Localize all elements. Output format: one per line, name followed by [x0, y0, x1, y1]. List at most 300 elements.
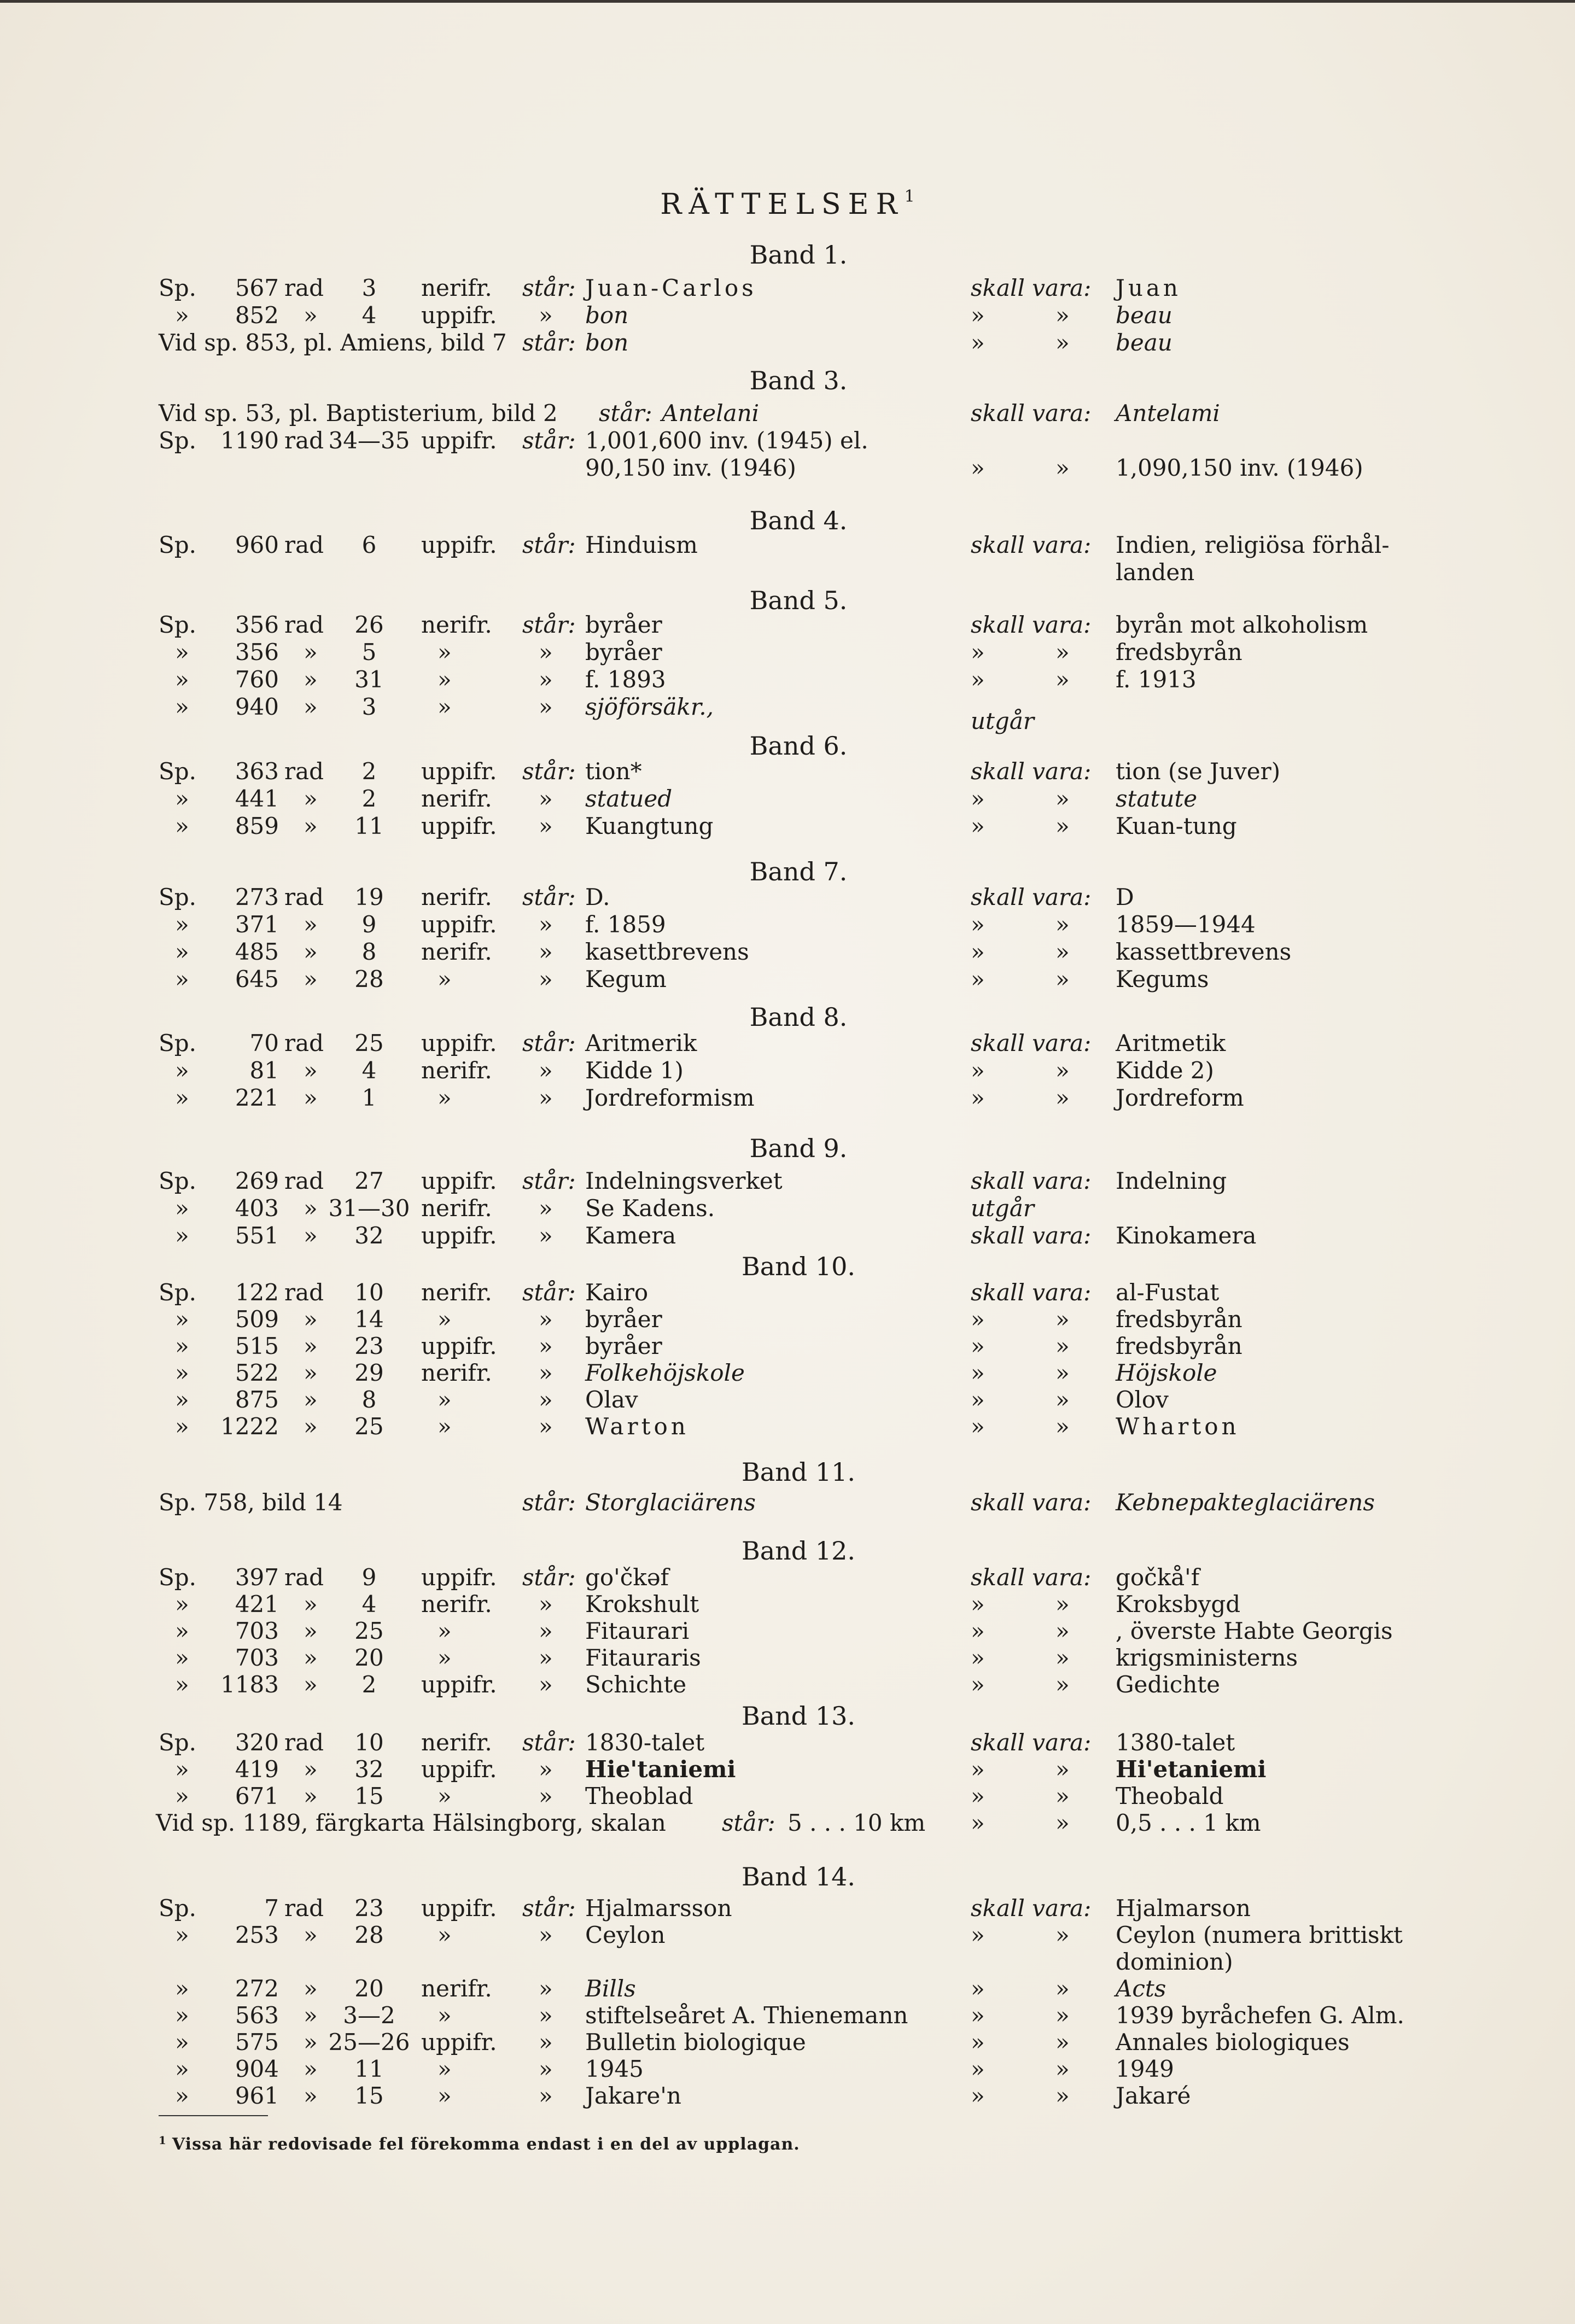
- ditto-mark: »: [304, 2082, 318, 2109]
- ditto-mark: »: [539, 1222, 553, 1249]
- star-label: står:: [722, 1809, 775, 1836]
- line-number: 2: [361, 785, 377, 812]
- ditto-mark: »: [1055, 329, 1070, 356]
- ditto-mark: »: [1055, 639, 1070, 665]
- erratum-row: [0, 301, 1575, 330]
- erratum-row: [0, 1332, 1575, 1360]
- star-label: står:: [522, 758, 576, 785]
- sp-label: Sp.: [159, 532, 197, 558]
- ditto-mark: »: [1055, 1783, 1070, 1809]
- column-number: 253: [235, 1922, 279, 1948]
- erratum-row: [0, 2028, 1575, 2057]
- sp-label: Sp.: [159, 1895, 197, 1922]
- wrong-text: statued: [585, 785, 673, 812]
- correct-text: fredsbyrån: [1116, 639, 1242, 665]
- star-label: står:: [522, 1167, 576, 1194]
- ditto-mark: »: [304, 1756, 318, 1783]
- correct-text: Jakaré: [1116, 2082, 1191, 2109]
- ditto-mark: »: [438, 1922, 452, 1948]
- wrong-text: Kegum: [585, 966, 667, 992]
- ditto-mark: »: [1055, 1057, 1070, 1084]
- ditto-mark: »: [1055, 1413, 1070, 1440]
- correct-text: Hjalmarson: [1116, 1895, 1251, 1922]
- ditto-mark: »: [1055, 2082, 1070, 2109]
- correct-text: Kroksbygd: [1116, 1591, 1241, 1618]
- ditto-mark: »: [175, 2056, 189, 2082]
- column-number: 760: [235, 666, 279, 693]
- line-number: 11: [354, 813, 384, 839]
- column-number: 221: [235, 1084, 279, 1111]
- erratum-row: [0, 1056, 1575, 1085]
- column-number: 363: [235, 758, 279, 785]
- ditto-mark: »: [304, 666, 318, 693]
- correct-text: Hi'etaniemi: [1116, 1756, 1267, 1783]
- ditto-mark: »: [304, 1359, 318, 1386]
- erratum-row: [0, 399, 1575, 428]
- correct-text: Juan: [1116, 275, 1181, 301]
- direction: uppifr.: [421, 1167, 497, 1194]
- ditto-mark: »: [971, 1413, 985, 1440]
- line-number: 34—35: [328, 427, 410, 454]
- ditto-mark: »: [175, 666, 189, 693]
- erratum-row: [0, 757, 1575, 786]
- ditto-mark: »: [1055, 666, 1070, 693]
- star-label: står:: [522, 1729, 576, 1756]
- wrong-text: Bills: [585, 1975, 636, 2002]
- skall-vara-label: skall vara:: [971, 1564, 1092, 1591]
- skall-vara-label: skall vara:: [971, 400, 1092, 427]
- column-number: 70: [249, 1030, 279, 1056]
- direction: uppifr.: [421, 1756, 497, 1783]
- ditto-mark: »: [175, 1671, 189, 1698]
- column-number: 703: [235, 1618, 279, 1644]
- line-label: rad: [284, 758, 324, 785]
- ditto-mark: »: [1055, 813, 1070, 839]
- ditto-mark: »: [1055, 2056, 1070, 2082]
- ditto-mark: »: [304, 639, 318, 665]
- ditto-mark: »: [539, 639, 553, 665]
- line-number: 20: [354, 1644, 384, 1671]
- ditto-mark: »: [175, 1084, 189, 1111]
- ditto-mark: »: [971, 1618, 985, 1644]
- wrong-text: Juan-Carlos: [585, 275, 757, 301]
- wrong-text: go'čkǝf: [585, 1564, 669, 1591]
- column-number: 397: [235, 1564, 279, 1591]
- ditto-mark: »: [175, 1195, 189, 1222]
- correct-text: Kegums: [1116, 966, 1209, 992]
- ditto-mark: »: [971, 454, 985, 481]
- ditto-mark: »: [539, 1783, 553, 1809]
- star-label: står:: [522, 1564, 576, 1591]
- wrong-text: f. 1893: [585, 666, 666, 693]
- ditto-mark: »: [304, 693, 318, 720]
- ditto-mark: »: [539, 1084, 553, 1111]
- ditto-mark: »: [175, 1922, 189, 1948]
- wrong-text: 5 . . . 10 km: [788, 1809, 926, 1836]
- ditto-mark: »: [539, 1671, 553, 1698]
- band-heading: Band 6.: [749, 731, 848, 761]
- reference: Vid sp. 53, pl. Baptisterium, bild 2: [159, 400, 558, 427]
- erratum-row: [0, 910, 1575, 939]
- correct-text: Olov: [1116, 1386, 1169, 1413]
- erratum-row: [0, 638, 1575, 667]
- direction: nerifr.: [421, 1975, 492, 2002]
- ditto-mark: »: [971, 1386, 985, 1413]
- reference: Vid sp. 1189, färgkarta Hälsingborg, skalan: [156, 1809, 666, 1836]
- band-heading: Band 10.: [741, 1252, 856, 1281]
- erratum-row: [0, 1921, 1575, 1949]
- skall-vara-label: skall vara:: [971, 1279, 1092, 1306]
- erratum-row: [0, 1671, 1575, 1699]
- ditto-mark: »: [539, 938, 553, 965]
- line-number: 3: [361, 275, 377, 301]
- line-number: 20: [354, 1975, 384, 2002]
- ditto-mark: »: [304, 1222, 318, 1249]
- skall-vara-label: skall vara:: [971, 884, 1092, 910]
- ditto-mark: »: [971, 1591, 985, 1618]
- correct-text: statute: [1116, 785, 1198, 812]
- ditto-mark: »: [304, 1084, 318, 1111]
- ditto-mark: »: [438, 2002, 452, 2029]
- wrong-text: Se Kadens.: [585, 1195, 715, 1222]
- wrong-text: D.: [585, 884, 610, 910]
- star-label: står:: [522, 329, 576, 356]
- skall-vara-label: skall vara:: [971, 1729, 1092, 1756]
- direction: uppifr.: [421, 427, 497, 454]
- ditto-mark: »: [1055, 785, 1070, 812]
- correct-text: Höjskole: [1116, 1359, 1217, 1386]
- ditto-mark: »: [438, 1783, 452, 1809]
- sp-label: Sp.: [159, 275, 197, 301]
- correct-text: Jordreform: [1116, 1084, 1244, 1111]
- line-number: 29: [354, 1359, 384, 1386]
- ditto-mark: »: [971, 1783, 985, 1809]
- ditto-mark: »: [1055, 1359, 1070, 1386]
- line-number: 8: [361, 1386, 377, 1413]
- correct-text: beau: [1116, 329, 1172, 356]
- line-number: 25: [354, 1618, 384, 1644]
- band-heading: Band 11.: [741, 1457, 856, 1487]
- correct-text: Antelami: [1116, 400, 1220, 427]
- column-number: 509: [235, 1306, 279, 1333]
- wrong-text: tion*: [585, 758, 642, 785]
- ditto-mark: »: [175, 2002, 189, 2029]
- sp-label: Sp.: [159, 1030, 197, 1056]
- ditto-mark: »: [539, 1306, 553, 1333]
- line-number: 4: [361, 302, 377, 329]
- correct-text: tion (se Juver): [1116, 758, 1281, 785]
- ditto-mark: »: [971, 1359, 985, 1386]
- wrong-text: Hinduism: [585, 532, 698, 558]
- ditto-mark: »: [971, 1057, 985, 1084]
- ditto-mark: »: [438, 1644, 452, 1671]
- erratum-row: [0, 1412, 1575, 1441]
- wrong-text: Theoblad: [585, 1783, 693, 1809]
- line-number: 23: [354, 1895, 384, 1922]
- column-number: 940: [235, 693, 279, 720]
- ditto-mark: »: [971, 966, 985, 992]
- erratum-row: [0, 883, 1575, 912]
- band-heading: Band 13.: [741, 1701, 856, 1731]
- correct-text-continued: landen: [1116, 559, 1195, 586]
- direction: nerifr.: [421, 1279, 492, 1306]
- band-heading: Band 8.: [749, 1002, 848, 1032]
- erratum-row: [0, 965, 1575, 994]
- ditto-mark: »: [304, 1057, 318, 1084]
- footnote: [159, 2130, 924, 2155]
- erratum-row: [0, 329, 1575, 357]
- line-number: 28: [354, 966, 384, 992]
- line-number: 2: [361, 1671, 377, 1698]
- wrong-text: Krokshult: [585, 1591, 699, 1618]
- column-number: 81: [249, 1057, 279, 1084]
- ditto-mark: »: [539, 1618, 553, 1644]
- ditto-mark: »: [304, 1386, 318, 1413]
- ditto-mark: »: [539, 1591, 553, 1618]
- star-label: står:: [599, 400, 652, 427]
- wrong-text: Jordreformism: [585, 1084, 755, 1111]
- ditto-mark: »: [175, 938, 189, 965]
- erratum-row: [0, 1729, 1575, 1757]
- wrong-text: stiftelseåret A. Thienemann: [585, 2002, 908, 2029]
- wrong-text: bon: [585, 302, 629, 329]
- wrong-text: Kairo: [585, 1279, 649, 1306]
- ditto-mark: »: [304, 1644, 318, 1671]
- wrong-text: Olav: [585, 1386, 638, 1413]
- correct-text: fredsbyrån: [1116, 1333, 1242, 1359]
- ditto-mark: »: [438, 1618, 452, 1644]
- sp-label: Sp.: [159, 884, 197, 910]
- column-number: 575: [235, 2029, 279, 2056]
- ditto-mark: »: [175, 911, 189, 938]
- ditto-mark: »: [304, 911, 318, 938]
- column-number: 273: [235, 884, 279, 910]
- star-label: står:: [522, 884, 576, 910]
- ditto-mark: »: [971, 1306, 985, 1333]
- ditto-mark: »: [971, 1084, 985, 1111]
- direction: uppifr.: [421, 813, 497, 839]
- ditto-mark: »: [539, 1644, 553, 1671]
- line-number: 2: [361, 758, 377, 785]
- star-label: står:: [522, 275, 576, 301]
- erratum-row: [0, 1644, 1575, 1672]
- correct-text: Kebnepakteglaciärens: [1116, 1489, 1375, 1516]
- ditto-mark: »: [175, 1057, 189, 1084]
- ditto-mark: »: [304, 966, 318, 992]
- ditto-mark: »: [175, 2029, 189, 2056]
- ditto-mark: »: [175, 1333, 189, 1359]
- ditto-mark: »: [1055, 1922, 1070, 1948]
- star-label: står:: [522, 1030, 576, 1056]
- skall-vara-label: skall vara:: [971, 611, 1092, 638]
- star-label: står:: [522, 1279, 576, 1306]
- ditto-mark: »: [175, 1618, 189, 1644]
- line-number: 10: [354, 1279, 384, 1306]
- erratum-row: [0, 558, 1575, 587]
- ditto-mark: »: [1055, 1084, 1070, 1111]
- erratum-row: [0, 938, 1575, 966]
- column-number: 852: [235, 302, 279, 329]
- skall-vara-label: skall vara:: [971, 275, 1092, 301]
- line-number: 5: [361, 639, 377, 665]
- line-number: 4: [361, 1591, 377, 1618]
- ditto-mark: »: [1055, 1386, 1070, 1413]
- ditto-mark: »: [175, 1783, 189, 1809]
- ditto-mark: »: [1055, 938, 1070, 965]
- ditto-mark: »: [971, 666, 985, 693]
- reference: Vid sp. 853, pl. Amiens, bild 7: [159, 329, 507, 356]
- band-heading: Band 14.: [741, 1862, 856, 1891]
- wrong-text: Kuangtung: [585, 813, 714, 839]
- line-label: rad: [284, 1279, 324, 1306]
- correct-text: krigsministerns: [1116, 1644, 1298, 1671]
- column-number: 645: [235, 966, 279, 992]
- line-number: 31—30: [328, 1195, 410, 1222]
- skall-vara-label: skall vara:: [971, 758, 1092, 785]
- wrong-text: Antelani: [662, 400, 760, 427]
- line-number: 25: [354, 1413, 384, 1440]
- sp-label: Sp.: [159, 1564, 197, 1591]
- line-number: 10: [354, 1729, 384, 1756]
- erratum-row: [0, 693, 1575, 734]
- star-label: står:: [522, 611, 576, 638]
- erratum-row: [0, 1948, 1575, 1976]
- correct-text: D: [1116, 884, 1134, 910]
- ditto-mark: »: [304, 813, 318, 839]
- correct-text: Ceylon (numera brittiskt: [1116, 1922, 1403, 1948]
- ditto-mark: »: [175, 1644, 189, 1671]
- band-heading: Band 1.: [749, 240, 848, 270]
- column-number: 356: [235, 639, 279, 665]
- wrong-text: Storglaciärens: [585, 1489, 756, 1516]
- ditto-mark: »: [539, 1756, 553, 1783]
- line-number: 6: [361, 532, 377, 558]
- ditto-mark: »: [539, 1413, 553, 1440]
- column-number: 551: [235, 1222, 279, 1249]
- ditto-mark: »: [175, 966, 189, 992]
- correct-text: Gedichte: [1116, 1671, 1221, 1698]
- ditto-mark: »: [971, 2002, 985, 2029]
- band-heading: Band 4.: [749, 506, 848, 535]
- erratum-row: [0, 1386, 1575, 1414]
- line-number: 23: [354, 1333, 384, 1359]
- line-number: 11: [354, 2056, 384, 2082]
- line-number: 15: [354, 2082, 384, 2109]
- erratum-row: [0, 2055, 1575, 2083]
- erratum-row: [0, 1167, 1575, 1195]
- wrong-text: Folkehöjskole: [585, 1359, 745, 1386]
- direction: uppifr.: [421, 532, 497, 558]
- column-number: 403: [235, 1195, 279, 1222]
- correct-text: Indien, religiösa förhål-: [1116, 532, 1390, 558]
- erratum-row: [0, 2001, 1575, 2030]
- ditto-mark: »: [438, 966, 452, 992]
- line-label: rad: [284, 275, 324, 301]
- erratum-row: [0, 274, 1575, 302]
- top-edge-line: [0, 0, 1575, 3]
- correct-text: 1380-talet: [1116, 1729, 1235, 1756]
- ditto-mark: »: [438, 1413, 452, 1440]
- ditto-mark: »: [175, 785, 189, 812]
- line-number: 15: [354, 1783, 384, 1809]
- ditto-mark: »: [971, 1975, 985, 2002]
- ditto-mark: »: [539, 302, 553, 329]
- correct-text: , överste Habte Georgis: [1116, 1618, 1393, 1644]
- ditto-mark: »: [304, 1975, 318, 2002]
- ditto-mark: »: [175, 1413, 189, 1440]
- wrong-text: byråer: [585, 611, 662, 638]
- wrong-text: Kamera: [585, 1222, 676, 1249]
- ditto-mark: »: [1055, 966, 1070, 992]
- erratum-row: [0, 1359, 1575, 1387]
- erratum-row: [0, 1305, 1575, 1334]
- ditto-mark: »: [304, 302, 318, 329]
- line-label: rad: [284, 532, 324, 558]
- band-heading: Band 5.: [749, 586, 848, 615]
- ditto-mark: »: [539, 911, 553, 938]
- line-label: rad: [284, 1564, 324, 1591]
- correct-text: fredsbyrån: [1116, 1306, 1242, 1333]
- correct-text: Indelning: [1116, 1167, 1227, 1194]
- wrong-text: Jakare'n: [585, 2082, 681, 2109]
- star-label: står:: [522, 1895, 576, 1922]
- page-title: RÄTTELSER$^1$: [660, 187, 915, 221]
- line-number: 8: [361, 938, 377, 965]
- ditto-mark: »: [539, 1195, 553, 1222]
- ditto-mark: »: [971, 938, 985, 965]
- column-number: 522: [235, 1359, 279, 1386]
- line-label: rad: [284, 1895, 324, 1922]
- ditto-mark: »: [539, 693, 553, 720]
- ditto-mark: »: [1055, 2002, 1070, 2029]
- skall-vara-label: skall vara:: [971, 1489, 1092, 1516]
- direction: nerifr.: [421, 1729, 492, 1756]
- column-number: 961: [235, 2082, 279, 2109]
- ditto-mark: »: [175, 1359, 189, 1386]
- correct-text: al-Fustat: [1116, 1279, 1220, 1306]
- column-number: 515: [235, 1333, 279, 1359]
- ditto-mark: »: [971, 639, 985, 665]
- ditto-mark: »: [1055, 302, 1070, 329]
- ditto-mark: »: [304, 1333, 318, 1359]
- wrong-text: Hjalmarsson: [585, 1895, 732, 1922]
- direction: uppifr.: [421, 1564, 497, 1591]
- sp-label: Sp.: [159, 1729, 197, 1756]
- wrong-text: f. 1859: [585, 911, 666, 938]
- ditto-mark: »: [438, 693, 452, 720]
- ditto-mark: »: [304, 1671, 318, 1698]
- direction: nerifr.: [421, 884, 492, 910]
- direction: nerifr.: [421, 938, 492, 965]
- ditto-mark: »: [438, 1306, 452, 1333]
- wrong-text: byråer: [585, 1306, 662, 1333]
- erratum-row: [0, 531, 1575, 559]
- column-number: 421: [235, 1591, 279, 1618]
- ditto-mark: »: [438, 1084, 452, 1111]
- line-number: 27: [354, 1167, 384, 1194]
- ditto-mark: »: [971, 1644, 985, 1671]
- correct-text-continued: dominion): [1116, 1948, 1233, 1975]
- line-label: rad: [284, 1167, 324, 1194]
- erratum-row: [0, 1590, 1575, 1619]
- ditto-mark: »: [304, 785, 318, 812]
- line-number: 28: [354, 1922, 384, 1948]
- band-heading: Band 3.: [749, 366, 848, 395]
- column-number: 122: [235, 1279, 279, 1306]
- ditto-mark: »: [175, 639, 189, 665]
- erratum-row: [0, 1084, 1575, 1112]
- ditto-mark: »: [971, 911, 985, 938]
